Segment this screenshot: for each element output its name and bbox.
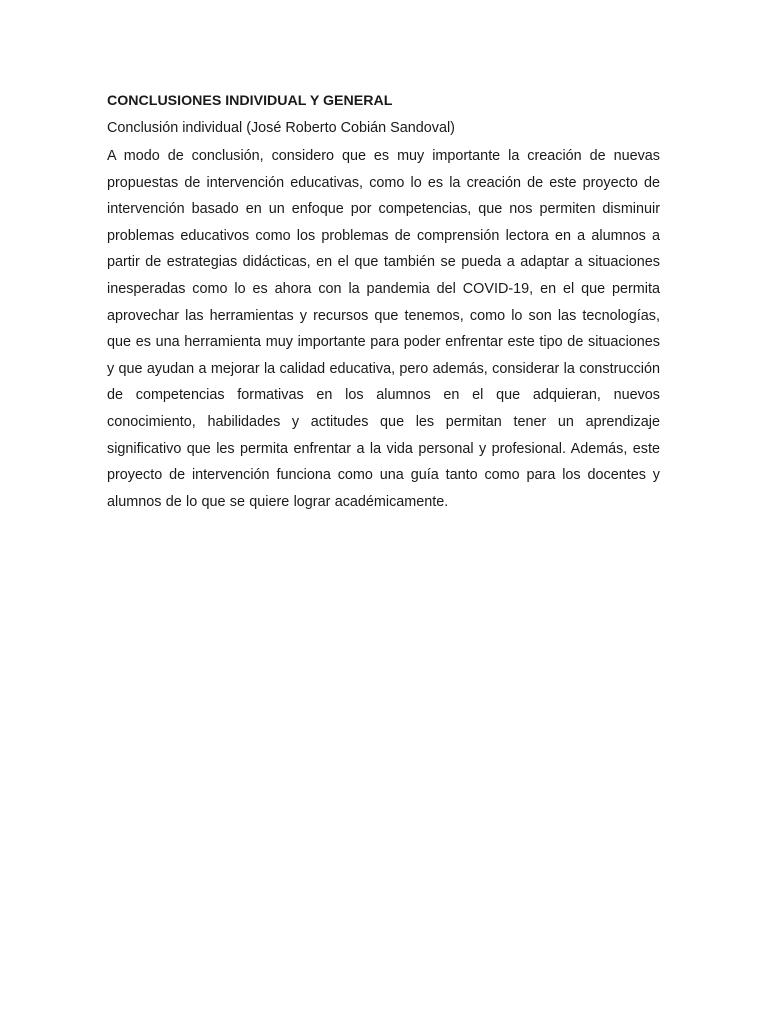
document-title: CONCLUSIONES INDIVIDUAL Y GENERAL (107, 93, 393, 109)
document-subtitle: Conclusión individual (José Roberto Cobián Sandoval) (107, 120, 455, 136)
document-content (107, 91, 660, 515)
conclusion-paragraph: A modo de conclusión, considero que es muy importante la creación de nuevas propuestas de intervención educativas, como lo es la creación de este proyecto de intervención basado en un enfoque por competencias, que nos permiten disminuir problemas educativos como los problemas de comprensión lectora en a alumnos a partir de estrategias didácticas, en el que también se pueda a adaptar a situaciones inesperadas como lo es ahora con la pandemia del COVID-19, en el que permita aprovechar las herramientas y recursos que tenemos, como lo son las tecnologías, que es una herramienta muy importante para poder enfrentar este tipo de situaciones y que ayudan a mejorar la calidad educativa, pero además, considerar la construcción de competencias formativas en los alumnos en el que adquieran, nuevos conocimiento, habilidades y actitudes que les permitan tener un aprendizaje significativo que les permita enfrentar a la vida personal y profesional. Además, este proyecto de intervención funciona como una guía tanto como para los docentes y alumnos de lo que se quiere lograr académicamente. (107, 148, 660, 510)
